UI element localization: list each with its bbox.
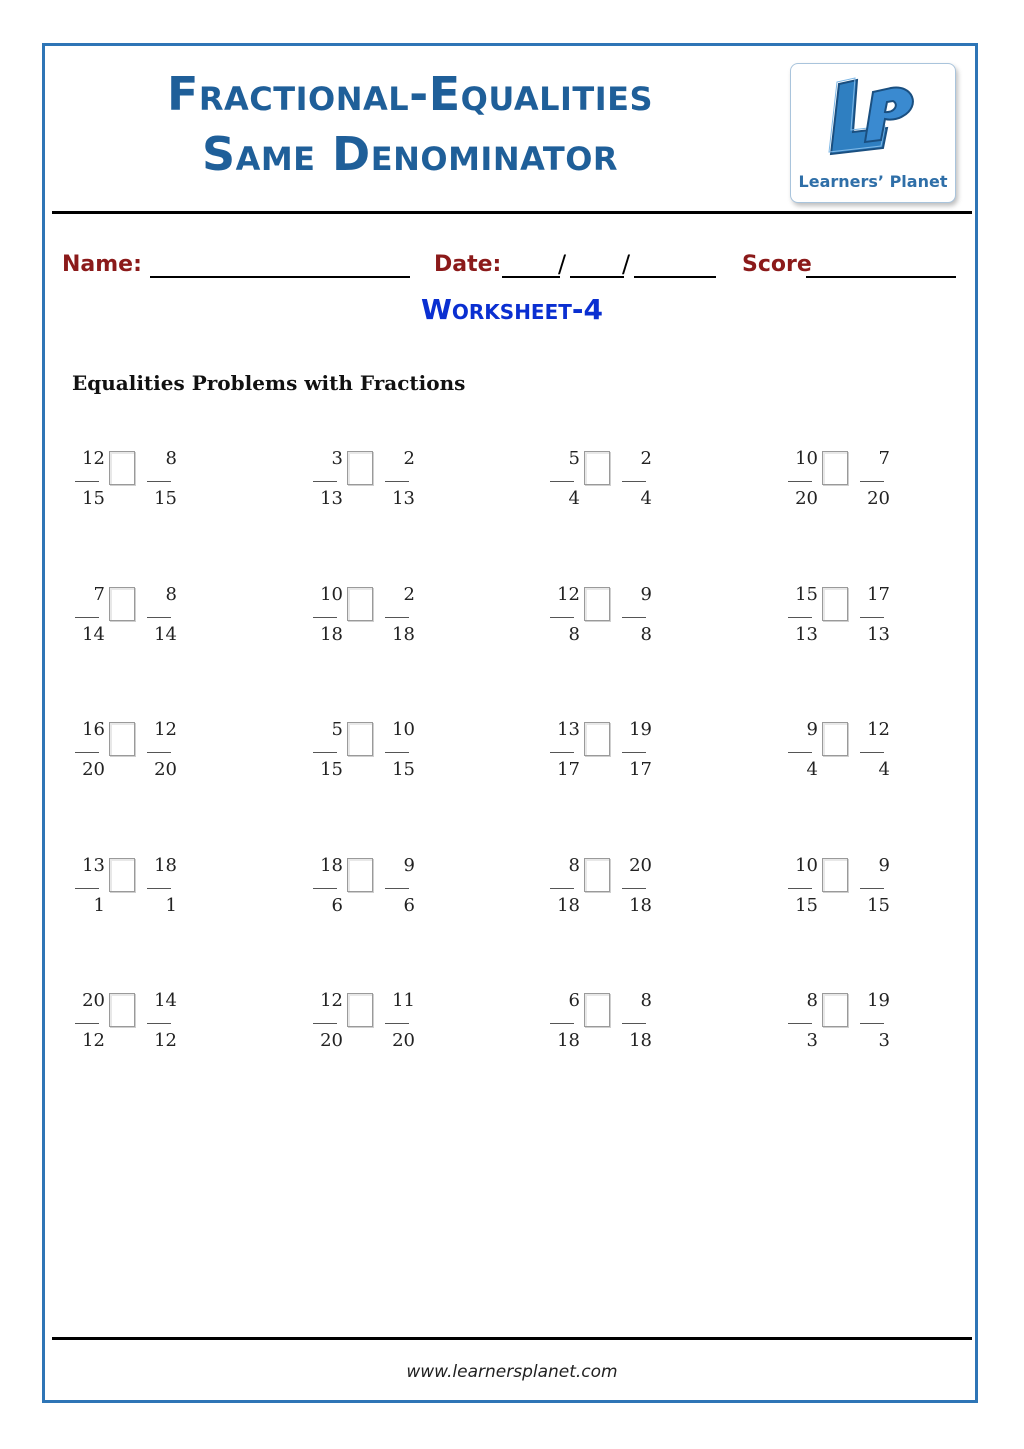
equality-problem xyxy=(75,989,235,1059)
left-denominator: 15 xyxy=(320,759,343,780)
left-denominator: 8 xyxy=(568,624,580,645)
right-numerator: 8 xyxy=(640,990,652,1011)
fraction-bar xyxy=(385,752,409,753)
right-denominator: 13 xyxy=(392,488,415,509)
comparison-answer-box[interactable] xyxy=(347,858,373,892)
date-year-field[interactable] xyxy=(634,262,716,278)
fraction-bar xyxy=(860,1023,884,1024)
comparison-answer-box[interactable] xyxy=(347,451,373,485)
title-line-2: Same Denominator xyxy=(201,127,619,181)
fraction-bar xyxy=(385,481,409,482)
right-denominator: 15 xyxy=(154,488,177,509)
right-numerator: 12 xyxy=(154,719,177,740)
fraction-bar xyxy=(385,1023,409,1024)
fraction-bar xyxy=(147,752,171,753)
left-denominator: 20 xyxy=(82,759,105,780)
equality-problem xyxy=(550,718,710,788)
fraction-bar xyxy=(550,752,574,753)
equality-problem xyxy=(788,854,948,924)
left-denominator: 20 xyxy=(795,488,818,509)
fraction-bar xyxy=(147,888,171,889)
right-fraction xyxy=(147,447,175,517)
left-numerator: 5 xyxy=(331,719,343,740)
fraction-bar xyxy=(313,481,337,482)
learners-planet-logo xyxy=(790,63,956,203)
left-denominator: 1 xyxy=(93,895,105,916)
comparison-answer-box[interactable] xyxy=(584,722,610,756)
right-denominator: 18 xyxy=(629,1030,652,1051)
left-fraction xyxy=(75,854,103,924)
equality-problem xyxy=(788,583,948,653)
left-numerator: 12 xyxy=(557,584,580,605)
left-denominator: 13 xyxy=(795,624,818,645)
left-numerator: 12 xyxy=(320,990,343,1011)
left-numerator: 3 xyxy=(331,448,343,469)
right-denominator: 20 xyxy=(154,759,177,780)
comparison-answer-box[interactable] xyxy=(584,587,610,621)
right-denominator: 3 xyxy=(878,1030,890,1051)
right-denominator: 6 xyxy=(403,895,415,916)
right-numerator: 9 xyxy=(878,855,890,876)
right-numerator: 17 xyxy=(867,584,890,605)
fraction-bar xyxy=(622,481,646,482)
left-fraction xyxy=(313,447,341,517)
left-denominator: 18 xyxy=(557,1030,580,1051)
left-denominator: 4 xyxy=(568,488,580,509)
comparison-answer-box[interactable] xyxy=(109,858,135,892)
comparison-answer-box[interactable] xyxy=(822,451,848,485)
fraction-bar xyxy=(622,1023,646,1024)
right-fraction xyxy=(385,989,413,1059)
comparison-answer-box[interactable] xyxy=(347,587,373,621)
left-denominator: 13 xyxy=(320,488,343,509)
right-fraction xyxy=(147,854,175,924)
left-fraction xyxy=(313,583,341,653)
fraction-bar xyxy=(860,752,884,753)
equality-problem xyxy=(313,583,473,653)
title-line-1: Fractional-Equalities xyxy=(166,67,654,121)
left-denominator: 4 xyxy=(806,759,818,780)
right-numerator: 12 xyxy=(867,719,890,740)
right-denominator: 1 xyxy=(165,895,177,916)
right-numerator: 18 xyxy=(154,855,177,876)
left-denominator: 6 xyxy=(331,895,343,916)
right-fraction xyxy=(622,989,650,1059)
comparison-answer-box[interactable] xyxy=(584,858,610,892)
left-denominator: 20 xyxy=(320,1030,343,1051)
fraction-bar xyxy=(788,481,812,482)
right-numerator: 8 xyxy=(165,448,177,469)
right-fraction xyxy=(385,854,413,924)
fraction-bar xyxy=(147,617,171,618)
fraction-bar xyxy=(550,1023,574,1024)
fraction-bar xyxy=(860,888,884,889)
equality-problem xyxy=(313,854,473,924)
right-denominator: 4 xyxy=(878,759,890,780)
comparison-answer-box[interactable] xyxy=(822,993,848,1027)
equality-problem xyxy=(788,989,948,1059)
left-fraction xyxy=(788,583,816,653)
left-denominator: 15 xyxy=(795,895,818,916)
fraction-bar xyxy=(385,888,409,889)
lp-logo-icon xyxy=(817,70,927,170)
left-denominator: 14 xyxy=(82,624,105,645)
left-numerator: 10 xyxy=(795,448,818,469)
left-fraction xyxy=(313,989,341,1059)
equality-problem xyxy=(550,583,710,653)
left-numerator: 9 xyxy=(806,719,818,740)
date-month-field[interactable] xyxy=(570,262,624,278)
comparison-answer-box[interactable] xyxy=(109,993,135,1027)
left-denominator: 3 xyxy=(806,1030,818,1051)
fraction-bar xyxy=(147,481,171,482)
left-fraction xyxy=(788,854,816,924)
comparison-answer-box[interactable] xyxy=(822,587,848,621)
left-fraction xyxy=(75,583,103,653)
right-fraction xyxy=(622,447,650,517)
fraction-bar xyxy=(313,888,337,889)
equality-problem xyxy=(550,989,710,1059)
left-numerator: 20 xyxy=(82,990,105,1011)
left-fraction xyxy=(550,718,578,788)
left-numerator: 13 xyxy=(557,719,580,740)
fraction-bar xyxy=(313,752,337,753)
right-denominator: 20 xyxy=(392,1030,415,1051)
section-title: Equalities Problems with Fractions xyxy=(72,371,466,395)
left-fraction xyxy=(788,989,816,1059)
footer-divider xyxy=(52,1337,972,1340)
comparison-answer-box[interactable] xyxy=(822,858,848,892)
fraction-bar xyxy=(75,481,99,482)
left-numerator: 6 xyxy=(568,990,580,1011)
fraction-bar xyxy=(788,752,812,753)
right-fraction xyxy=(860,854,888,924)
fraction-bar xyxy=(788,1023,812,1024)
right-numerator: 19 xyxy=(867,990,890,1011)
right-denominator: 15 xyxy=(867,895,890,916)
worksheet-number: Worksheet-4 xyxy=(421,293,603,326)
equality-problem xyxy=(788,447,948,517)
fraction-bar xyxy=(550,617,574,618)
right-denominator: 20 xyxy=(867,488,890,509)
score-field[interactable] xyxy=(806,262,956,278)
right-denominator: 15 xyxy=(392,759,415,780)
fraction-bar xyxy=(75,617,99,618)
left-denominator: 17 xyxy=(557,759,580,780)
logo-text: Learners’ Planet xyxy=(798,172,948,191)
right-numerator: 2 xyxy=(403,584,415,605)
right-fraction xyxy=(385,718,413,788)
left-denominator: 18 xyxy=(557,895,580,916)
right-denominator: 18 xyxy=(629,895,652,916)
left-denominator: 18 xyxy=(320,624,343,645)
left-numerator: 13 xyxy=(82,855,105,876)
left-denominator: 12 xyxy=(82,1030,105,1051)
right-fraction xyxy=(147,583,175,653)
right-numerator: 8 xyxy=(165,584,177,605)
right-numerator: 10 xyxy=(392,719,415,740)
left-numerator: 5 xyxy=(568,448,580,469)
fraction-bar xyxy=(313,617,337,618)
right-denominator: 14 xyxy=(154,624,177,645)
left-numerator: 15 xyxy=(795,584,818,605)
right-fraction xyxy=(622,854,650,924)
date-separator: / xyxy=(558,250,567,278)
score-label: Score xyxy=(742,252,812,277)
date-day-field[interactable] xyxy=(502,262,560,278)
comparison-answer-box[interactable] xyxy=(347,993,373,1027)
date-separator: / xyxy=(622,250,631,278)
footer-url: www.learnersplanet.com xyxy=(406,1362,618,1382)
equality-problem xyxy=(550,447,710,517)
comparison-answer-box[interactable] xyxy=(822,722,848,756)
fraction-bar xyxy=(860,617,884,618)
left-fraction xyxy=(313,854,341,924)
fraction-bar xyxy=(550,481,574,482)
left-numerator: 7 xyxy=(93,584,105,605)
right-denominator: 4 xyxy=(640,488,652,509)
fraction-bar xyxy=(788,617,812,618)
equality-problem xyxy=(313,718,473,788)
right-denominator: 18 xyxy=(392,624,415,645)
right-fraction xyxy=(860,583,888,653)
right-denominator: 8 xyxy=(640,624,652,645)
date-label: Date: xyxy=(434,252,502,277)
right-fraction xyxy=(860,447,888,517)
name-label: Name: xyxy=(62,252,142,277)
fraction-bar xyxy=(75,752,99,753)
right-numerator: 20 xyxy=(629,855,652,876)
fraction-bar xyxy=(860,481,884,482)
right-fraction xyxy=(147,989,175,1059)
fraction-bar xyxy=(75,888,99,889)
equality-problem xyxy=(75,583,235,653)
equality-problem xyxy=(313,989,473,1059)
left-fraction xyxy=(550,447,578,517)
fraction-bar xyxy=(622,888,646,889)
fraction-bar xyxy=(550,888,574,889)
right-numerator: 11 xyxy=(392,990,415,1011)
comparison-answer-box[interactable] xyxy=(584,451,610,485)
comparison-answer-box[interactable] xyxy=(109,722,135,756)
left-numerator: 8 xyxy=(806,990,818,1011)
fraction-bar xyxy=(622,752,646,753)
right-denominator: 13 xyxy=(867,624,890,645)
header-divider xyxy=(52,211,972,214)
left-numerator: 18 xyxy=(320,855,343,876)
left-fraction xyxy=(550,583,578,653)
right-fraction xyxy=(860,989,888,1059)
comparison-answer-box[interactable] xyxy=(347,722,373,756)
right-fraction xyxy=(860,718,888,788)
right-fraction xyxy=(385,447,413,517)
right-numerator: 9 xyxy=(403,855,415,876)
right-numerator: 2 xyxy=(403,448,415,469)
fraction-bar xyxy=(313,1023,337,1024)
equality-problem xyxy=(75,854,235,924)
fraction-bar xyxy=(622,617,646,618)
equality-problem xyxy=(75,718,235,788)
fraction-bar xyxy=(147,1023,171,1024)
left-fraction xyxy=(550,854,578,924)
right-numerator: 7 xyxy=(878,448,890,469)
left-numerator: 10 xyxy=(320,584,343,605)
right-numerator: 19 xyxy=(629,719,652,740)
right-denominator: 12 xyxy=(154,1030,177,1051)
left-numerator: 12 xyxy=(82,448,105,469)
right-fraction xyxy=(147,718,175,788)
comparison-answer-box[interactable] xyxy=(109,587,135,621)
equality-problem xyxy=(550,854,710,924)
right-numerator: 9 xyxy=(640,584,652,605)
comparison-answer-box[interactable] xyxy=(109,451,135,485)
left-fraction xyxy=(313,718,341,788)
left-fraction xyxy=(788,718,816,788)
fraction-bar xyxy=(385,617,409,618)
name-field[interactable] xyxy=(150,262,410,278)
left-numerator: 8 xyxy=(568,855,580,876)
right-fraction xyxy=(385,583,413,653)
left-numerator: 16 xyxy=(82,719,105,740)
left-fraction xyxy=(75,718,103,788)
right-denominator: 17 xyxy=(629,759,652,780)
left-fraction xyxy=(75,447,103,517)
fraction-bar xyxy=(75,1023,99,1024)
right-numerator: 2 xyxy=(640,448,652,469)
equality-problem xyxy=(313,447,473,517)
left-fraction xyxy=(788,447,816,517)
right-numerator: 14 xyxy=(154,990,177,1011)
left-numerator: 10 xyxy=(795,855,818,876)
left-fraction xyxy=(550,989,578,1059)
equality-problem xyxy=(788,718,948,788)
right-fraction xyxy=(622,718,650,788)
right-fraction xyxy=(622,583,650,653)
left-fraction xyxy=(75,989,103,1059)
comparison-answer-box[interactable] xyxy=(584,993,610,1027)
fraction-bar xyxy=(788,888,812,889)
left-denominator: 15 xyxy=(82,488,105,509)
equality-problem xyxy=(75,447,235,517)
